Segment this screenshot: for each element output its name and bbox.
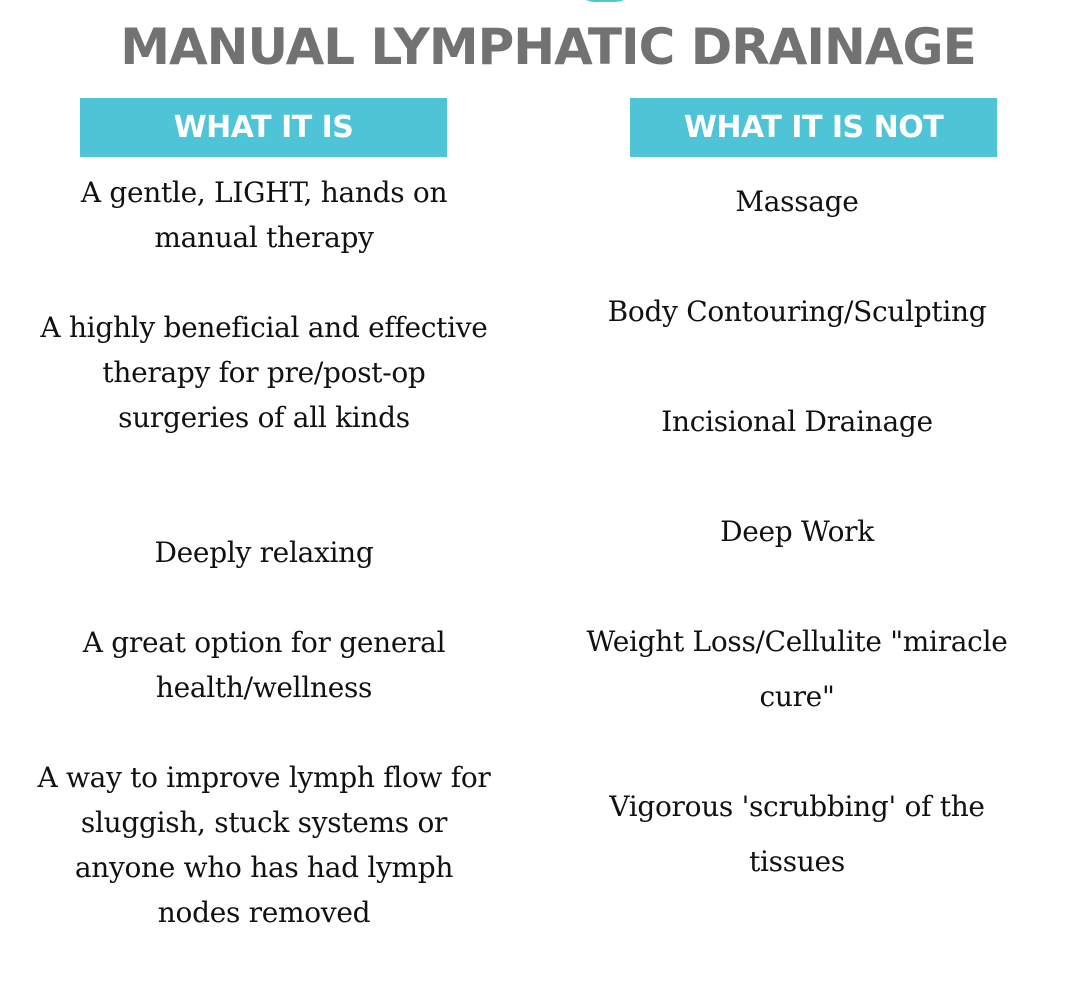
- not-item-scrubbing: Vigorous 'scrubbing' of the tissues: [609, 790, 985, 878]
- not-item-deep-work: Deep Work: [720, 515, 874, 548]
- not-item-body-contouring: Body Contouring/Sculpting: [607, 295, 987, 328]
- not-item-massage: Massage: [735, 185, 859, 218]
- page-title: MANUAL LYMPHATIC DRAINAGE: [120, 18, 976, 76]
- what-it-is-header: WHAT IT IS: [80, 98, 447, 157]
- is-item-lymph-flow: A way to improve lymph flow for sluggish, stuck systems or anyone who has had lymph nodes removed: [37, 761, 491, 929]
- not-item-weight-loss: Weight Loss/Cellulite "miracle cure": [586, 625, 1008, 713]
- top-decoration: [575, 0, 635, 2]
- is-item-relaxing: Deeply relaxing: [154, 536, 374, 569]
- is-item-general-health: A great option for general health/wellness: [82, 626, 446, 704]
- not-item-incisional-drainage: Incisional Drainage: [661, 405, 933, 438]
- is-item-pre-post-op: A highly beneficial and effective therapy for pre/post-op surgeries of all kinds: [40, 311, 488, 434]
- what-it-is-not-header: WHAT IT IS NOT: [630, 98, 997, 157]
- is-item-light-therapy: A gentle, LIGHT, hands on manual therapy: [80, 176, 448, 254]
